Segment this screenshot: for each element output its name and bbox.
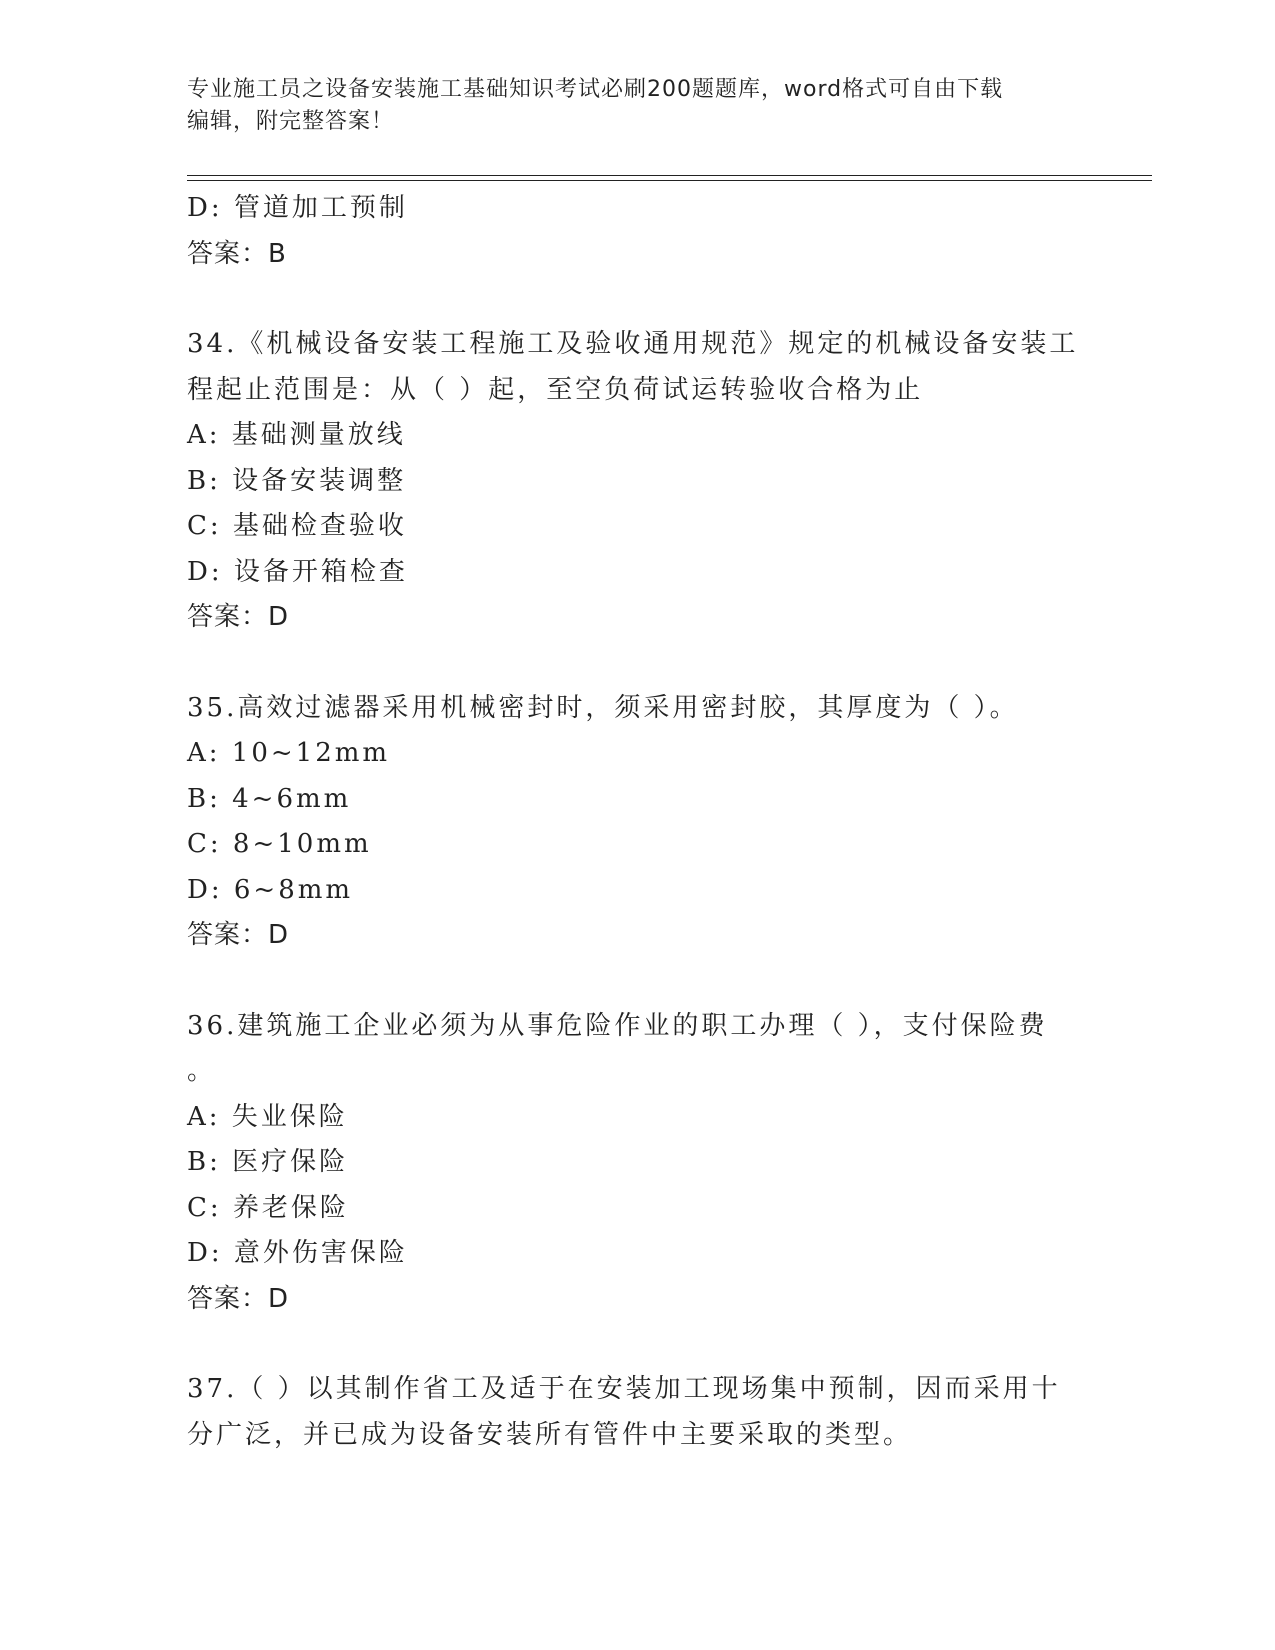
option-c: C: 养老保险 xyxy=(187,1192,349,1223)
option-a: A: 失业保险 xyxy=(187,1101,348,1132)
spacer xyxy=(187,1322,1087,1367)
option-d: D: 6~8mm xyxy=(187,874,354,905)
header-double-rule xyxy=(187,175,1152,181)
question-37 xyxy=(187,1367,1087,1458)
answer-line: 答案：D xyxy=(187,602,290,632)
question-stem-line-1: 35.高效过滤器采用机械密封时，须采用密封胶，其厚度为（ ）。 xyxy=(187,692,1019,723)
answer-line: 答案：D xyxy=(187,920,290,950)
question-35 xyxy=(187,686,1087,959)
option-b: B: 4~6mm xyxy=(187,783,352,814)
question-stem-line-1: 34.《机械设备安装工程施工及验收通用规范》规定的机械设备安装工 xyxy=(187,329,1079,359)
option-a: A: 基础测量放线 xyxy=(187,420,406,450)
question-stem-line-2: 分广泛，并已成为设备安装所有管件中主要采取的类型。 xyxy=(187,1419,913,1450)
question-list xyxy=(187,186,1087,1458)
question-stem-line-2: 程起止范围是：从（ ）起，至空负荷试运转验收合格为止 xyxy=(187,374,924,405)
answer-line: 答案：D xyxy=(187,1283,290,1314)
question-33-continued xyxy=(187,186,1087,277)
question-stem-line-2: 。 xyxy=(187,1056,217,1086)
header-title-line-2: 编辑，附完整答案！ xyxy=(187,109,395,134)
option-c: C: 8~10mm xyxy=(187,829,372,859)
option-b: B: 医疗保险 xyxy=(187,1147,349,1177)
answer-line: 答案：B xyxy=(187,238,287,269)
spacer xyxy=(187,641,1087,686)
spacer xyxy=(187,277,1087,322)
option-b: B: 设备安装调整 xyxy=(187,465,407,496)
option-d: D: 设备开箱检查 xyxy=(187,556,408,587)
header-title-line-1: 专业施工员之设备安装施工基础知识考试必刷200题题库，word格式可自由下载 xyxy=(187,77,1004,102)
question-34 xyxy=(187,322,1087,641)
option-d: D: 管道加工预制 xyxy=(187,193,408,223)
spacer xyxy=(187,959,1087,1004)
question-36 xyxy=(187,1004,1087,1323)
question-stem-line-1: 36.建筑施工企业必须为从事危险作业的职工办理（ ），支付保险费 xyxy=(187,1010,1048,1041)
option-a: A: 10~12mm xyxy=(187,738,391,768)
option-d: D: 意外伤害保险 xyxy=(187,1238,408,1268)
page-header xyxy=(187,74,1087,138)
question-stem-line-1: 37.（ ）以其制作省工及适于在安装加工现场集中预制，因而采用十 xyxy=(187,1374,1061,1404)
option-c: C: 基础检查验收 xyxy=(187,511,407,541)
